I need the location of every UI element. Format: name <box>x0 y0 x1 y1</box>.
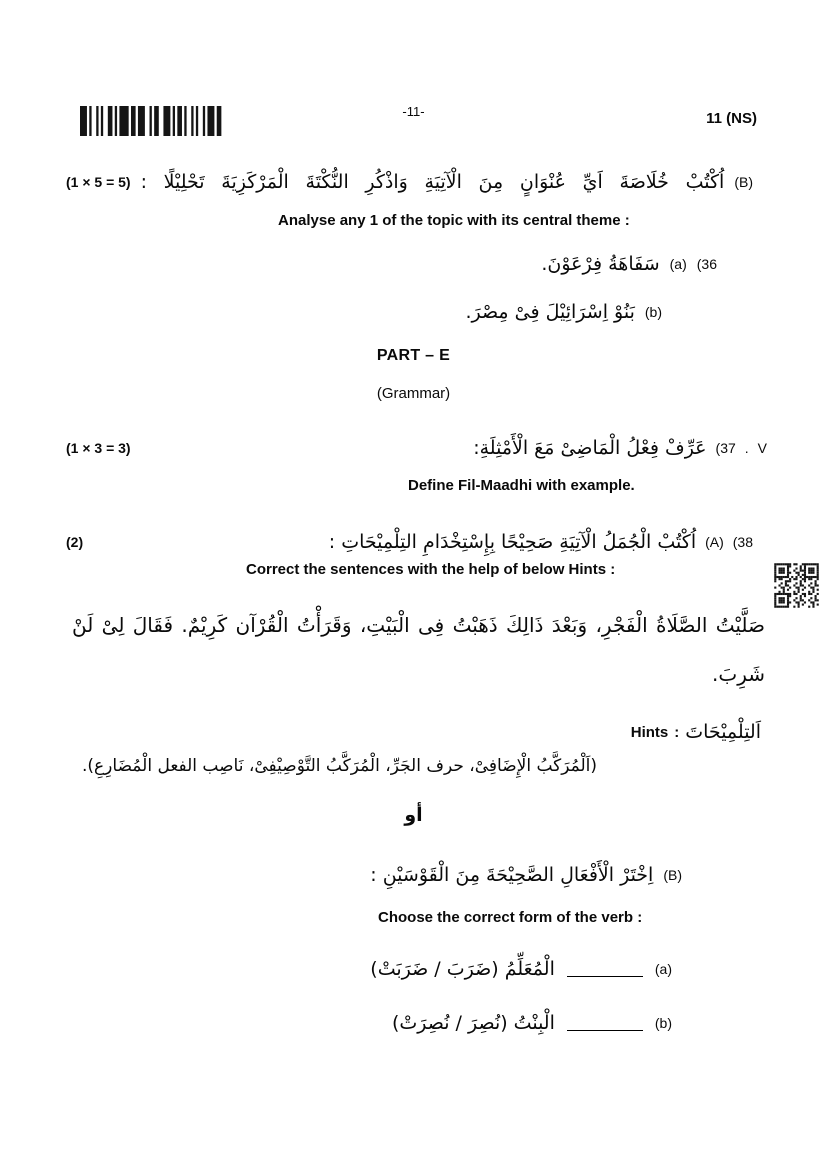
section-separator: . <box>744 440 749 456</box>
question-37-arabic: عَرِّفْ فِعْلُ الْمَاضِىْ مَعَ الْأَمْثِلَةِ: <box>473 437 707 459</box>
question-38a-arabic: اُكْتُبْ الْجُمَلُ الْآتِيَةِ صَحِيْحًا بِإِسْتِخْدَامِ التِلْمِيْحَاتِ : <box>328 531 697 553</box>
qr-code <box>770 559 823 612</box>
question-36a-row <box>300 243 717 285</box>
question-37-number: (37 <box>715 440 736 456</box>
page-number: -11- <box>402 104 425 119</box>
question-38b-arabic: اِخْتَرْ الْأَفْعَالِ الصَّحِيْحَةَ مِنَ الْقَوْسَيْنِ : <box>370 864 654 886</box>
section-numeral: V <box>757 440 767 456</box>
question-35b-label: (B) <box>734 174 753 190</box>
answer-blank <box>567 1015 643 1031</box>
exercise-sentence-line2: شَرِبَ. <box>712 662 765 686</box>
qr-code-icon <box>770 559 823 612</box>
question-36a-arabic: سَفَاهَةُ فِرْعَوْنَ. <box>541 253 660 275</box>
question-35b-row <box>66 158 753 206</box>
question-38a-english: Correct the sentences with the help of below Hints : <box>246 561 616 578</box>
verb-item-b-arabic: الْبِنْتُ (نُصِرَ / نُصِرَتْ) <box>391 1012 555 1034</box>
hints-content: (اَلْمُرَكَّبُ الْإِضَافِىْ، حرف الجَرِّ، الْمُرَكَّبُ التَّوْصِيْفِىْ، نَاصِب الفعل الْمُضَارِعِ). <box>82 756 598 776</box>
verb-item-a-arabic: الْمُعَلِّمُ (ضَرَبَ / ضَرَبَتْ) <box>370 958 555 980</box>
question-38a-label: (A) <box>705 534 724 550</box>
question-35b-arabic: اُكْتُبْ خُلَاصَةَ اَيِّ عُنْوَانٍ مِنَ الْآتِيَةِ وَاذْكُرِ النُّكْتَةَ الْمَرْكَزِيَةَ تَحْلِيْلًا : <box>140 171 725 193</box>
question-35b-english: Analyse any 1 of the topic with its central theme : <box>278 212 630 229</box>
exercise-sentence-line1: صَلَّيْتُ الصَّلَاةُ الْفَجْرِ، وَبَعْدَ ذَالِكَ ذَهَبْتُ فِى الْبَيْتِ، وَقَرَأْتُ الْقُرْآن كَرِيْمٌ. فَقَالَ لِىْ لَنْ <box>72 613 765 637</box>
question-36b-row <box>300 291 662 333</box>
verb-item-b-label: (b) <box>654 1015 672 1031</box>
question-36b-arabic: بَنُوْ اِسْرَائِيْلَ فِىْ مِصْرَ. <box>465 301 635 323</box>
question-37-english: Define Fil-Maadhi with example. <box>408 477 635 494</box>
question-38b-row <box>250 852 682 898</box>
verb-item-a-row <box>300 947 672 991</box>
question-38b-english: Choose the correct form of the verb : <box>378 909 643 926</box>
question-38a-row <box>66 518 753 566</box>
question-38b-label: (B) <box>663 867 682 883</box>
hints-label-arabic: اَلتِلْمِيْحَاتَ <box>685 721 761 743</box>
question-36-number: (36 <box>696 256 717 272</box>
question-37-marks: (1 × 3 = 3) <box>66 440 131 456</box>
answer-blank <box>567 961 643 977</box>
paper-code: 11 (NS) <box>706 110 757 127</box>
question-36b-label: (b) <box>644 304 662 320</box>
question-35b-marks: (1 × 5 = 5) <box>66 174 131 190</box>
hints-row <box>400 714 761 750</box>
verb-item-a-label: (a) <box>654 961 672 977</box>
part-subtitle: (Grammar) <box>376 385 451 402</box>
part-title: PART – E <box>376 347 451 364</box>
question-38-number: (38 <box>732 534 753 550</box>
hints-label-english: Hints <box>630 723 669 741</box>
question-38a-marks: (2) <box>66 534 84 550</box>
verb-item-b-row <box>300 1001 672 1045</box>
or-word: أو <box>404 804 423 826</box>
question-37-row <box>66 424 767 472</box>
question-36a-label: (a) <box>669 256 687 272</box>
hints-colon: : <box>674 723 680 741</box>
